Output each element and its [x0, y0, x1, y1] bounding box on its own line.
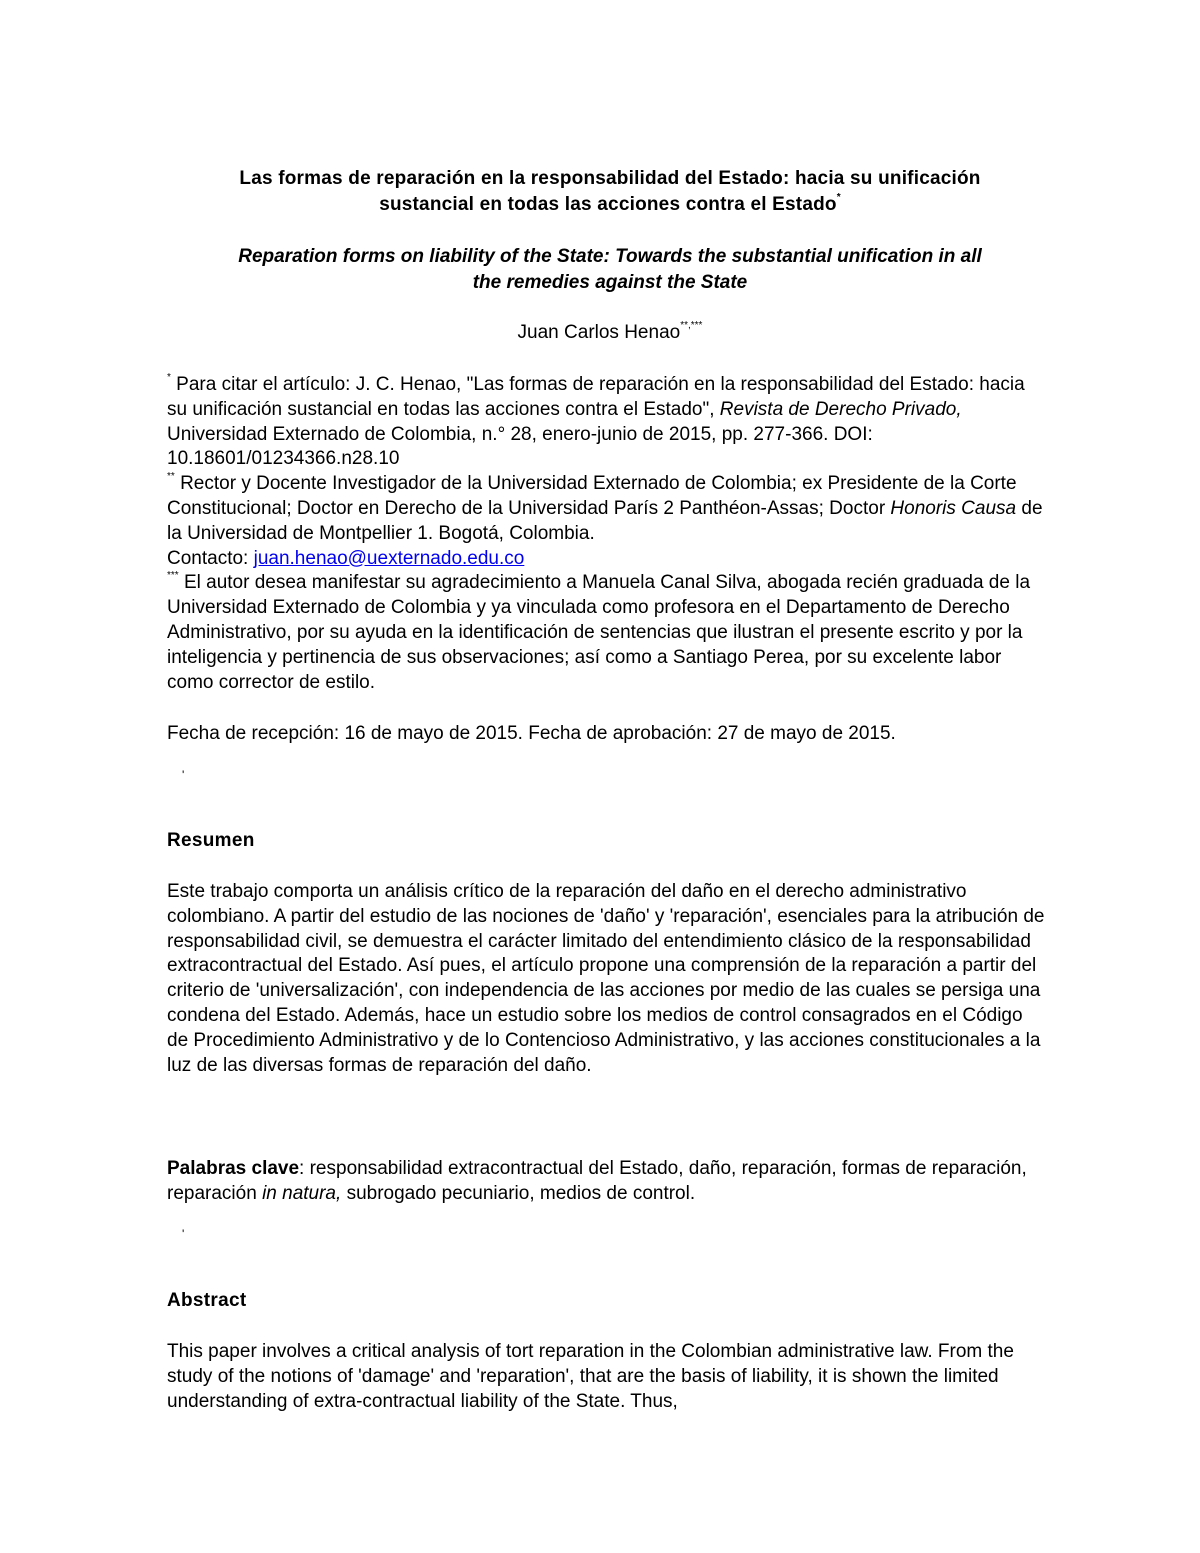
footnote-author-bio — [167, 472, 1047, 546]
separator-mark: ' — [182, 768, 185, 782]
abstract-text: This paper involves a critical analysis of tort reparation in the Colombian administrative law. From the study of the notions of 'damage' and 'reparation', that are the basis of liability, it is shown the limited understanding of extra-contractual liability of the State. Thus, — [167, 1341, 1014, 1412]
author-line — [120, 320, 1100, 346]
spanish-title-line1: Las formas de reparación en la responsabilidad del Estado: hacia su unificación — [239, 168, 981, 189]
honoris-causa: Honoris Causa — [890, 497, 1017, 519]
keywords-paragraph — [167, 1157, 1047, 1207]
keywords-text-b: subrogado pecuniario, medios de control. — [341, 1182, 696, 1204]
contact-email-link[interactable]: juan.henao@uexternado.edu.co — [253, 547, 525, 569]
footnote-2-text-a: Rector y Docente Investigador de la Universidad Externado de Colombia; ex Presidente de la Corte Constitucional; Doctor en Derecho de la Universidad París 2 Panthéon-Assas; Doctor — [167, 473, 1017, 519]
reception-dates: Fecha de recepción: 16 de mayo de 2015. Fecha de aprobación: 27 de mayo de 2015. — [167, 723, 896, 744]
resumen-heading: Resumen — [167, 830, 255, 851]
journal-name: Revista de Derecho Privado, — [719, 398, 962, 420]
spanish-title-line2: sustancial en todas las acciones contra el Estado — [379, 194, 837, 215]
abstract-heading: Abstract — [167, 1290, 247, 1311]
keywords-label: Palabras clave — [167, 1158, 300, 1179]
author-name: Juan Carlos Henao — [517, 322, 681, 343]
contact-line — [167, 547, 1047, 572]
spanish-title — [120, 166, 1100, 218]
footnote-3-text: El autor desea manifestar su agradecimiento a Manuela Canal Silva, abogada recién graduada de la Universidad Externado de Colombia y ya vinculada como profesora en el Departamento de Derecho Administrativo, por su ayuda en la identificación de sentencias que ilustran el presente escrito y por la inteligencia y pertinencia de sus observaciones; así como a Santiago Perea, por su excelente labor como corrector de estilo. — [167, 572, 1031, 693]
footnote-1-mark: * — [167, 371, 171, 383]
footnote-3-mark: *** — [167, 570, 179, 582]
keywords-italic: in natura, — [262, 1182, 342, 1204]
title-footnote-mark: * — [836, 191, 841, 203]
english-title-line2: the remedies against the State — [472, 272, 748, 293]
footnote-acknowledgement — [167, 571, 1047, 695]
footnote-2-mark: ** — [167, 470, 175, 482]
footnote-2-text-b: de la Universidad de Montpellier 1. Bogotá, Colombia. — [167, 497, 1043, 544]
contact-label: Contacto: — [167, 547, 254, 569]
footnotes — [167, 373, 1047, 695]
footnote-1-text-b: Universidad Externado de Colombia, n.° 28, enero-junio de 2015, pp. 277-366. DOI: 10.18601/01234366.n28.10 — [167, 423, 873, 470]
english-title-line1: Reparation forms on liability of the State: Towards the substantial unification in all — [238, 246, 982, 267]
separator-mark-2: ' — [182, 1227, 185, 1241]
resumen-text: Este trabajo comporta un análisis crítico de la reparación del daño en el derecho administrativo colombiano. A partir del estudio de las nociones de 'daño' y 'reparación', esenciales para la atribución de responsabilidad civil, se demuestra el carácter limitado del entendimiento clásico de la responsabilidad extracontractual del Estado. Así pues, el artículo propone una comprensión de la reparación a partir del criterio de 'universalización', con independencia de las acciones por medio de las cuales se persiga una condena del Estado. Además, hace un estudio sobre los medios de control consagrados en el Código de Procedimiento Administrativo y de lo Contencioso Administrativo, y las acciones constitucionales a la luz de las diversas formas de reparación del daño. — [167, 881, 1045, 1076]
footnote-citation — [167, 373, 1047, 472]
english-title — [120, 244, 1100, 296]
footnote-1-text-a: Para citar el artículo: J. C. Henao, "Las formas de reparación en la responsabilidad del Estado: hacia su unificación sustancial en todas las acciones contra el Estado", — [167, 374, 1025, 420]
keywords-text-a: : responsabilidad extracontractual del Estado, daño, reparación, formas de reparación, reparación — [167, 1158, 1027, 1204]
author-footnote-marks: **,*** — [680, 319, 703, 331]
